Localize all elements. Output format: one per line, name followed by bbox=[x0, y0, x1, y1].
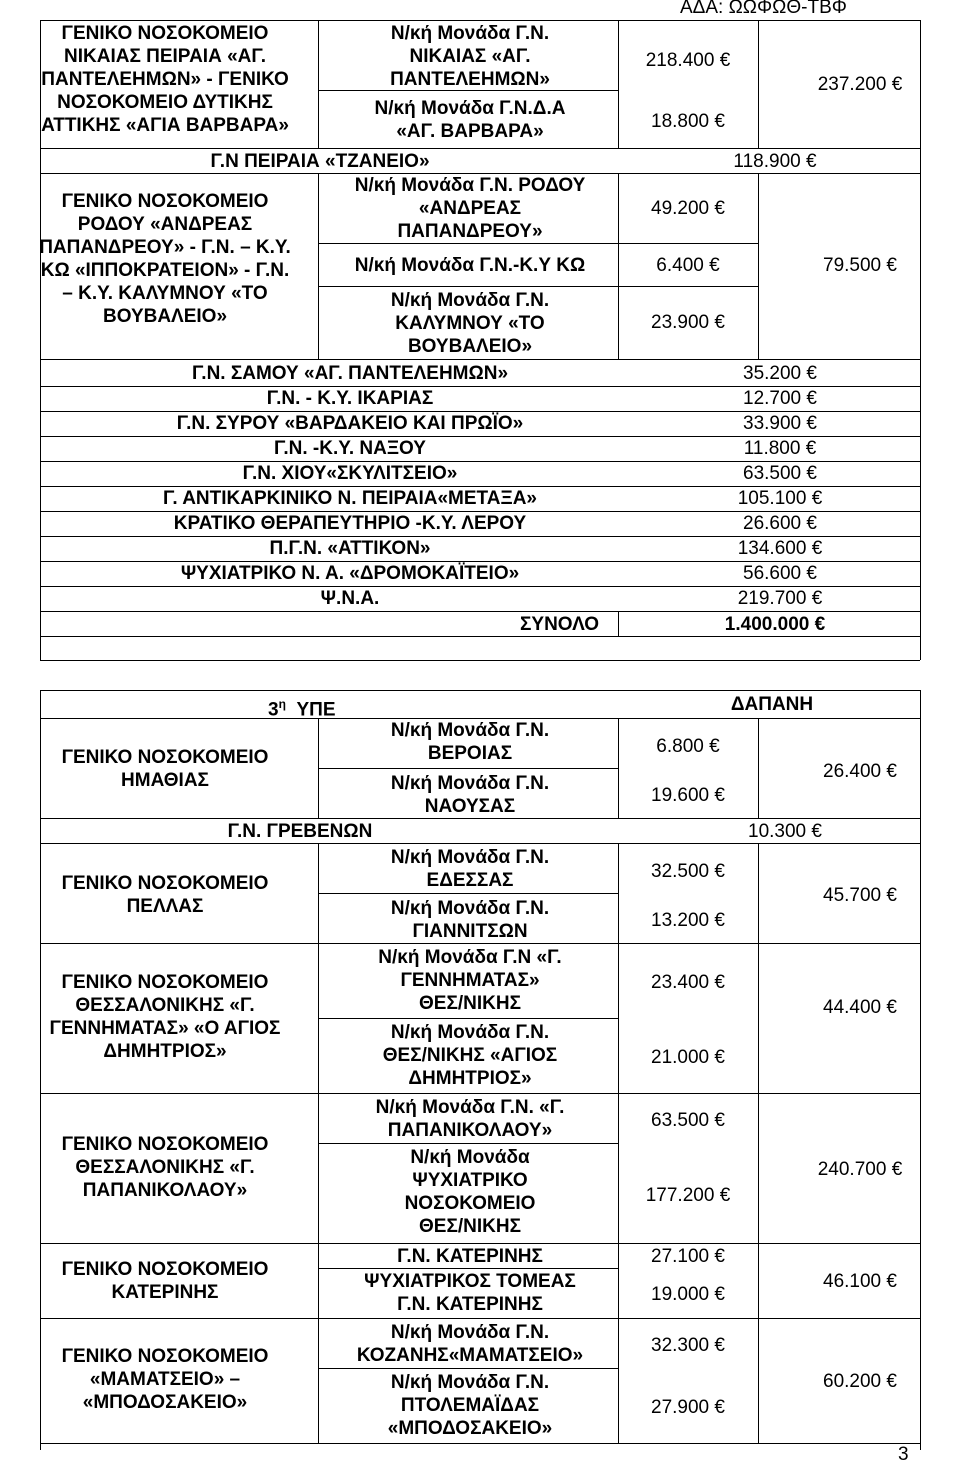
single-amount: 134.600 € bbox=[737, 538, 823, 559]
unit-name: Ν/κή Μονάδα ΨΥΧΙΑΤΡΙΚΟ ΝΟΣΟΚΟΜΕΙΟ ΘΕΣ/ΝΙΚΗΣ bbox=[404, 1147, 536, 1237]
row-total: 118.900 € bbox=[733, 151, 817, 172]
unit-amount: 19.000 € bbox=[651, 1284, 725, 1305]
single-amount: 12.700 € bbox=[743, 388, 817, 409]
page-number: 3 bbox=[898, 1444, 909, 1465]
hospital-name: ΓΕΝΙΚΟ ΝΟΣΟΚΟΜΕΙΟ ΘΕΣΣΑΛΟΝΙΚΗΣ «Γ. ΓΕΝΝΗΜΑΤΑΣ» «Ο ΑΓΙΟΣ ΔΗΜΗΤΡΙΟΣ» bbox=[49, 972, 281, 1062]
unit-amount: 49.200 € bbox=[651, 198, 725, 219]
hospital-name: Γ.Ν. ΓΡΕΒΕΝΩΝ bbox=[227, 821, 373, 842]
unit-amount: 218.400 € bbox=[645, 50, 731, 71]
row-total: 237.200 € bbox=[817, 74, 903, 95]
unit-name: Ν/κή Μονάδα Γ.Ν «Γ. ΓΕΝΝΗΜΑΤΑΣ» ΘΕΣ/ΝΙΚΗΣ bbox=[378, 947, 562, 1014]
unit-name: Ν/κή Μονάδα Γ.Ν. ΘΕΣ/ΝΙΚΗΣ «ΑΓΙΟΣ ΔΗΜΗΤΡΙΟΣ» bbox=[382, 1022, 558, 1089]
unit-name: Ν/κή Μονάδα Γ.Ν. ΡΟΔΟΥ «ΑΝΔΡΕΑΣ ΠΑΠΑΝΔΡΕΟΥ» bbox=[354, 175, 586, 242]
single-name: Γ.Ν. - Κ.Υ. ΙΚΑΡΙΑΣ bbox=[266, 388, 434, 409]
sum-value: 1.400.000 € bbox=[724, 614, 826, 635]
unit-name: Ν/κή Μονάδα Γ.Ν. ΠΤΟΛΕΜΑΪΔΑΣ «ΜΠΟΔΟΣΑΚΕΙΟ» bbox=[387, 1372, 553, 1439]
hospital-name: ΓΕΝΙΚΟ ΝΟΣΟΚΟΜΕΙΟ ΗΜΑΘΙΑΣ bbox=[61, 747, 269, 791]
row-total: 26.400 € bbox=[823, 761, 897, 782]
single-name: Ψ.Ν.Α. bbox=[320, 588, 380, 609]
unit-name: Ν/κή Μονάδα Γ.Ν. ΝΙΚΑΙΑΣ «ΑΓ. ΠΑΝΤΕΛΕΗΜΩΝ» bbox=[390, 23, 550, 90]
row-total: 46.100 € bbox=[823, 1271, 897, 1292]
single-name: Γ. ΑΝΤΙΚΑΡΚΙΝΙΚΟ Ν. ΠΕΙΡΑΙΑ«ΜΕΤΑΞΑ» bbox=[163, 488, 537, 509]
single-name: Γ.Ν. ΧΙΟΥ«ΣΚΥΛΙΤΣΕΙΟ» bbox=[242, 463, 458, 484]
unit-amount: 21.000 € bbox=[651, 1047, 725, 1068]
unit-name: Ν/κή Μονάδα Γ.Ν.Δ.Α «ΑΓ. ΒΑΡΒΑΡΑ» bbox=[374, 98, 566, 142]
unit-name: Ν/κή Μονάδα Γ.Ν. ΓΙΑΝΝΙΤΣΩΝ bbox=[390, 898, 550, 942]
unit-name: Γ.Ν. ΚΑΤΕΡΙΝΗΣ bbox=[397, 1246, 543, 1267]
unit-name: ΨΥΧΙΑΤΡΙΚΟΣ ΤΟΜΕΑΣ Γ.Ν. ΚΑΤΕΡΙΝΗΣ bbox=[364, 1271, 576, 1315]
single-amount: 105.100 € bbox=[737, 488, 823, 509]
single-amount: 26.600 € bbox=[743, 513, 817, 534]
row-total: 240.700 € bbox=[817, 1159, 903, 1180]
hospital-name: ΓΕΝΙΚΟ ΝΟΣΟΚΟΜΕΙΟ ΠΕΛΛΑΣ bbox=[61, 873, 269, 917]
row-total: 10.300 € bbox=[748, 821, 822, 842]
single-amount: 33.900 € bbox=[743, 413, 817, 434]
unit-name: Ν/κή Μονάδα Γ.Ν. «Γ. ΠΑΠΑΝΙΚΟΛΑΟΥ» bbox=[375, 1097, 565, 1141]
unit-amount: 23.400 € bbox=[651, 972, 725, 993]
single-amount: 63.500 € bbox=[743, 463, 817, 484]
hospital-name: Γ.Ν ΠΕΙΡΑΙΑ «ΤΖΑΝΕΙΟ» bbox=[210, 151, 430, 172]
unit-name: Ν/κή Μονάδα Γ.Ν. ΝΑΟΥΣΑΣ bbox=[390, 773, 550, 817]
single-name: Π.Γ.Ν. «ΑΤΤΙΚΟΝ» bbox=[269, 538, 431, 559]
single-name: ΚΡΑΤΙΚΟ ΘΕΡΑΠΕΥΤΗΡΙΟ -Κ.Υ. ΛΕΡΟΥ bbox=[173, 513, 527, 534]
unit-amount: 18.800 € bbox=[651, 111, 725, 132]
single-amount: 219.700 € bbox=[737, 588, 823, 609]
unit-amount: 6.400 € bbox=[656, 255, 720, 276]
single-amount: 35.200 € bbox=[743, 363, 817, 384]
row-total: 44.400 € bbox=[823, 997, 897, 1018]
hospital-name: ΓΕΝΙΚΟ ΝΟΣΟΚΟΜΕΙΟ ΘΕΣΣΑΛΟΝΙΚΗΣ «Γ. ΠΑΠΑΝΙΚΟΛΑΟΥ» bbox=[61, 1134, 269, 1201]
single-amount: 56.600 € bbox=[743, 563, 817, 584]
hospital-name: ΓΕΝΙΚΟ ΝΟΣΟΚΟΜΕΙΟ ΝΙΚΑΙΑΣ ΠΕΙΡΑΙΑ «ΑΓ. ΠΑΝΤΕΛΕΗΜΩΝ» - ΓΕΝΙΚΟ ΝΟΣΟΚΟΜΕΙΟ ΔΥΤΙΚΗΣ ΑΤΤΙΚΗΣ «ΑΓΙΑ ΒΑΡΒΑΡΑ» bbox=[41, 23, 289, 136]
unit-amount: 23.900 € bbox=[651, 312, 725, 333]
region-title: $3^\eta$ ΥΠΕ bbox=[268, 697, 336, 721]
single-amount: 11.800 € bbox=[743, 438, 817, 459]
unit-name: Ν/κή Μονάδα Γ.Ν.-Κ.Υ ΚΩ bbox=[354, 255, 586, 276]
single-name: Γ.Ν. -Κ.Υ. ΝΑΞΟΥ bbox=[274, 438, 426, 459]
unit-amount: 27.100 € bbox=[651, 1246, 725, 1267]
unit-name: Ν/κή Μονάδα Γ.Ν. ΚΑΛΥΜΝΟΥ «ΤΟ ΒΟΥΒΑΛΕΙΟ» bbox=[390, 290, 550, 357]
row-total: 79.500 € bbox=[823, 255, 897, 276]
single-name: Γ.Ν. ΣΥΡΟΥ «ΒΑΡΔΑΚΕΙΟ ΚΑΙ ΠΡΩΪΟ» bbox=[176, 413, 524, 434]
single-name: Γ.Ν. ΣΑΜΟΥ «ΑΓ. ΠΑΝΤΕΛΕΗΜΩΝ» bbox=[191, 363, 509, 384]
expense-column-header: ΔΑΠΑΝΗ bbox=[730, 694, 814, 715]
ada-code: ΑΔΑ: ΩΩΦΩΘ-ΤΒΦ bbox=[680, 0, 847, 18]
unit-amount: 19.600 € bbox=[651, 785, 725, 806]
unit-amount: 13.200 € bbox=[651, 910, 725, 931]
unit-amount: 32.500 € bbox=[651, 861, 725, 882]
unit-amount: 177.200 € bbox=[645, 1185, 731, 1206]
row-total: 60.200 € bbox=[823, 1371, 897, 1392]
hospital-name: ΓΕΝΙΚΟ ΝΟΣΟΚΟΜΕΙΟ ΡΟΔΟΥ «ΑΝΔΡΕΑΣ ΠΑΠΑΝΔΡΕΟΥ» - Γ.Ν. – Κ.Υ. ΚΩ «ΙΠΠΟΚΡΑΤΕΙΟΝ» - Γ.Ν. – Κ.Υ. ΚΑΛΥΜΝΟΥ «ΤΟ ΒΟΥΒΑΛΕΙΟ» bbox=[39, 191, 291, 327]
sum-label: ΣΥΝΟΛΟ bbox=[520, 614, 600, 635]
unit-amount: 63.500 € bbox=[651, 1110, 725, 1131]
hospital-name: ΓΕΝΙΚΟ ΝΟΣΟΚΟΜΕΙΟ ΚΑΤΕΡΙΝΗΣ bbox=[61, 1259, 269, 1303]
single-name: ΨΥΧΙΑΤΡΙΚΟ Ν. Α. «ΔΡΟΜΟΚΑΪΤΕΙΟ» bbox=[180, 563, 520, 584]
row-total: 45.700 € bbox=[823, 885, 897, 906]
hospital-name: ΓΕΝΙΚΟ ΝΟΣΟΚΟΜΕΙΟ «ΜΑΜΑΤΣΕΙΟ» – «ΜΠΟΔΟΣΑΚΕΙΟ» bbox=[61, 1346, 269, 1413]
unit-amount: 27.900 € bbox=[651, 1397, 725, 1418]
unit-name: Ν/κή Μονάδα Γ.Ν. ΕΔΕΣΣΑΣ bbox=[390, 847, 550, 891]
unit-amount: 32.300 € bbox=[651, 1335, 725, 1356]
unit-name: Ν/κή Μονάδα Γ.Ν. ΚΟΖΑΝΗΣ«ΜΑΜΑΤΣΕΙΟ» bbox=[356, 1322, 584, 1366]
unit-amount: 6.800 € bbox=[656, 736, 720, 757]
unit-name: Ν/κή Μονάδα Γ.Ν. ΒΕΡΟΙΑΣ bbox=[390, 720, 550, 764]
